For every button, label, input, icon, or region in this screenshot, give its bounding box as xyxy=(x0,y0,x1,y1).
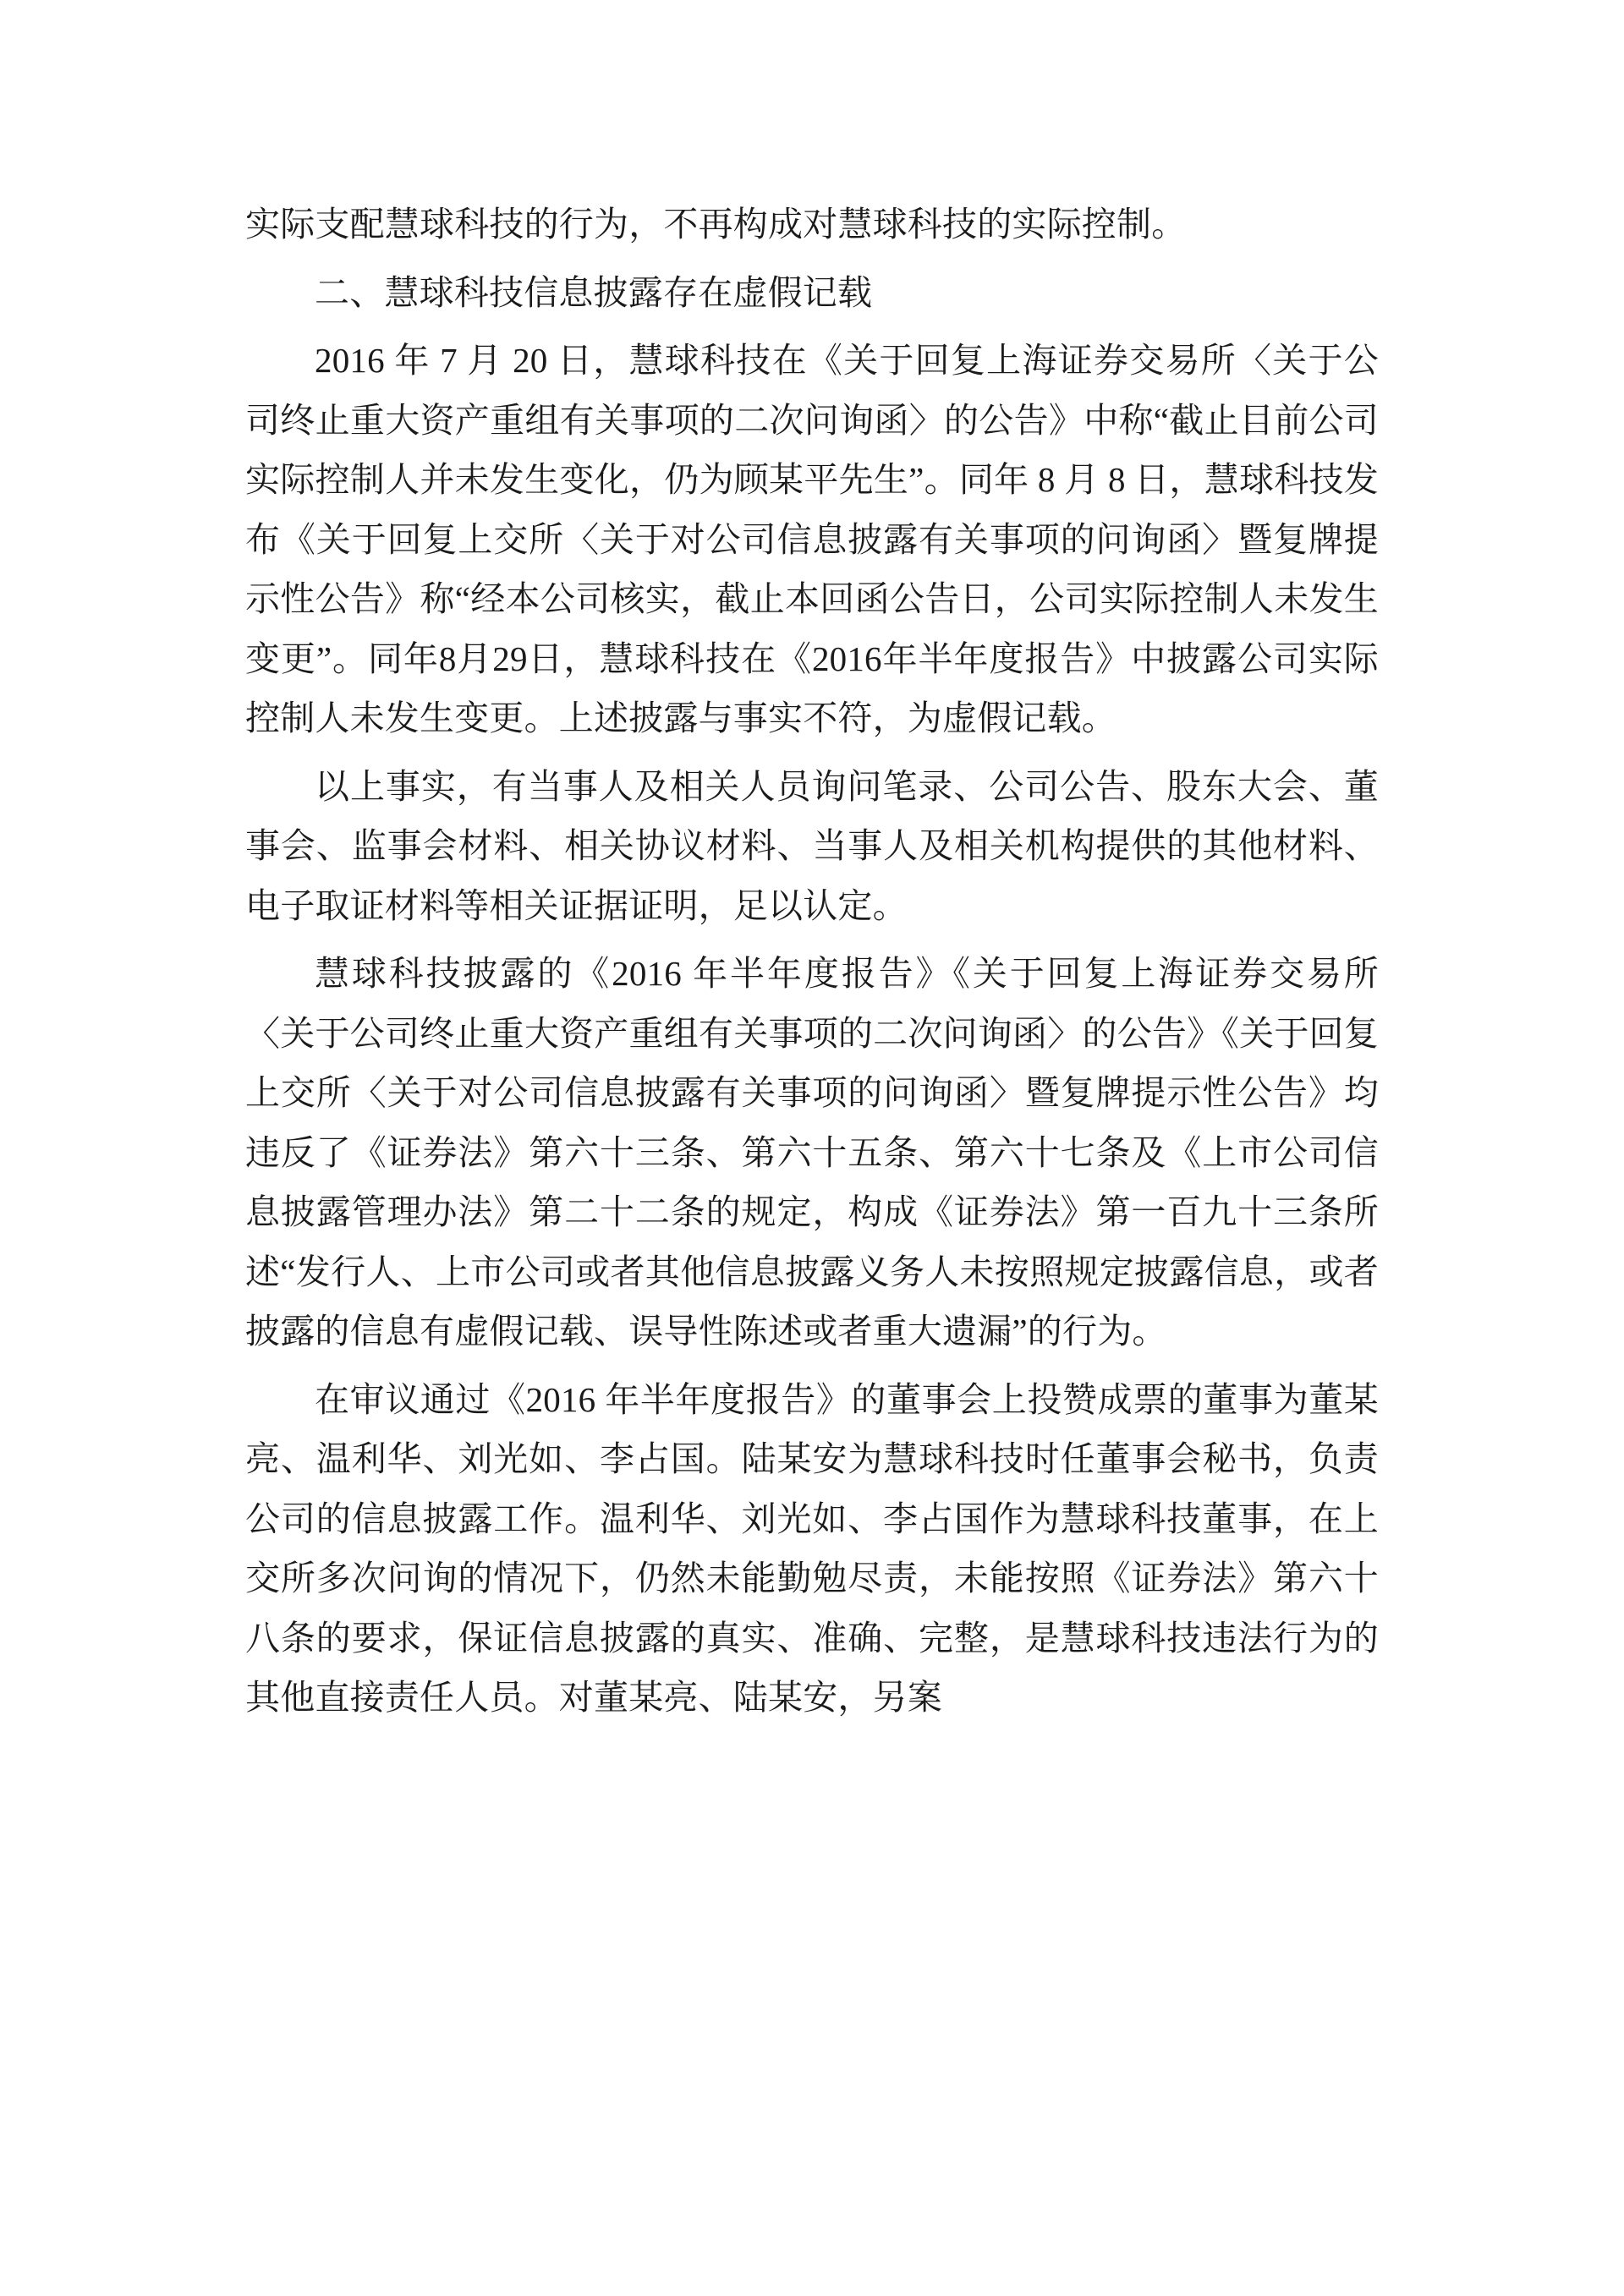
paragraph-evidence: 以上事实，有当事人及相关人员询问笔录、公司公告、股东大会、董事会、监事会材料、相关协议材料、当事人及相关机构提供的其他材料、电子取证材料等相关证据证明，足以认定。 xyxy=(245,766,1379,925)
section-heading: 二、慧球科技信息披露存在虚假记载 xyxy=(315,272,873,312)
document-body xyxy=(245,195,1379,1728)
paragraph-violation: 慧球科技披露的《2016 年半年度报告》《关于回复上海证券交易所〈关于公司终止重大资产重组有关事项的二次问询函〉的公告》《关于回复上交所〈关于对公司信息披露有关事项的问询函〉暨复牌提示性公告》均违反了《证券法》第六十三条、第六十五条、第六十七条及《上市公司信息披露管理办法》第二十二条的规定，构成《证券法》第一百九十三条所述“发行人、上市公司或者其他信息披露义务人未按照规定披露信息，或者披露的信息有虚假记载、误导性陈述或者重大遗漏”的行为。 xyxy=(245,954,1379,1351)
paragraph-continuation: 实际支配慧球科技的行为，不再构成对慧球科技的实际控制。 xyxy=(245,205,1187,244)
paragraph-responsible-persons: 在审议通过《2016 年半年度报告》的董事会上投赞成票的董事为董某亮、温利华、刘光如、李占国。陆某安为慧球科技时任董事会秘书，负责公司的信息披露工作。温利华、刘光如、李占国作为慧球科技董事，在上交所多次问询的情况下，仍然未能勤勉尽责，未能按照《证券法》第六十八条的要求，保证信息披露的真实、准确、完整，是慧球科技违法行为的其他直接责任人员。对董某亮、陆某安，另案 xyxy=(245,1379,1379,1718)
paragraph-disclosure-facts: 2016 年 7 月 20 日，慧球科技在《关于回复上海证券交易所〈关于公司终止重大资产重组有关事项的二次问询函〉的公告》中称“截止目前公司实际控制人并未发生变化，仍为顾某平先生”。同年 8 月 8 日，慧球科技发布《关于回复上交所〈关于对公司信息披露有关事项的问询函〉暨复牌提示性公告》称“经本公司核实，截止本回函公告日，公司实际控制人未发生变更”。同年8月29日，慧球科技在《2016年半年度报告》中披露公司实际控制人未发生变更。上述披露与事实不符，为虚假记载。 xyxy=(245,341,1379,738)
